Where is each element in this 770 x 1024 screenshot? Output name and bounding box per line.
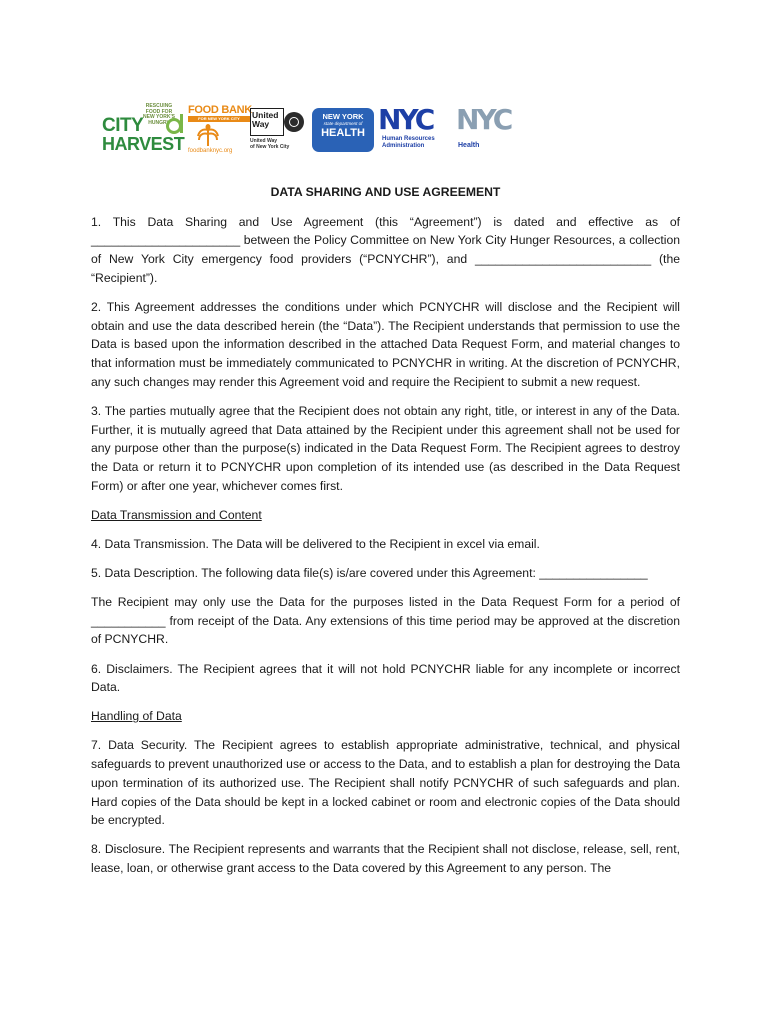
paragraph-8: 8. Disclosure. The Recipient represents and warrants that the Recipient shall not disclose, release, sell, rent, lease, loan, or otherwise grant access to the Data covered by this Agreement to any person. The: [91, 842, 680, 875]
united-way-logo: [250, 108, 306, 156]
city-harvest-logo: [100, 103, 186, 158]
nys-health-logo: [312, 108, 374, 152]
paragraph-7: 7. Data Security. The Recipient agrees to establish appropriate administrative, technical, and physical safeguards to prevent unauthorized use or access to the Data, and to establish a plan for destroying the Data upon termination of its authorized use. The Recipient shall notify PCNYCHR of such safeguards and plan. Hard copies of the Data should be kept in a locked cabinet or room and electronic copies of the Data should be encrypted.: [91, 738, 680, 828]
city-harvest-apple-icon: [166, 118, 182, 134]
food-bank-wheat-icon: [194, 124, 222, 146]
paragraph-3: 3. The parties mutually agree that the Recipient does not obtain any right, title, or interest in any of the Data. Further, it is mutually agreed that Data attained by the Recipient under this agreement shall not be used for any purpose other than the purpose(s) indicated in the Data Request Form. The Recipient agrees to destroy the Data or return it to PCNYCHR upon completion of its intended use (as described in the Data Request Form) or after one year, whichever comes first.: [91, 403, 680, 493]
united-way-footer-line2: of New York City: [250, 144, 290, 150]
nyc-health-logo: [456, 103, 526, 156]
section-heading-handling: Handling of Data: [91, 709, 182, 724]
food-bank-url: foodbanknyc.org: [188, 148, 233, 154]
food-bank-title: FOOD BANK: [188, 104, 252, 116]
nyc-hra-line2: Administration: [382, 142, 425, 149]
united-way-line1: United: [252, 110, 279, 120]
section-heading-transmission: Data Transmission and Content: [91, 507, 262, 522]
nyc-health-label: Health: [458, 142, 480, 149]
paragraph-6: 6. Disclaimers. The Recipient agrees that it will not hold PCNYCHR liable for any incomplete or incorrect Data.: [91, 661, 680, 695]
united-way-wordmark: [250, 108, 284, 136]
food-bank-subtitle: FOR NEW YORK CITY: [188, 116, 250, 122]
nys-health-top: NEW YORK: [322, 112, 364, 121]
food-bank-logo: [186, 104, 252, 158]
nyc-hra-text: [382, 136, 435, 149]
agreement-body: [91, 183, 680, 888]
paragraph-4: 4. Data Transmission. The Data will be delivered to the Recipient in excel via email.: [91, 536, 540, 551]
nys-health-bottom: HEALTH: [321, 127, 365, 139]
document-title: DATA SHARING AND USE AGREEMENT: [270, 185, 501, 199]
nyc-hra-mark: NYC: [378, 103, 433, 136]
united-way-footer-line1: United Way: [250, 138, 278, 144]
city-harvest-line1: CITY: [102, 115, 144, 136]
united-way-hand-icon: [284, 112, 304, 132]
nyc-health-mark: NYC: [456, 103, 511, 136]
city-harvest-line2: HARVEST: [102, 134, 185, 154]
paragraph-5b: The Recipient may only use the Data for the purposes listed in the Data Request Form for a period of ___________ from receipt of the Data. Any extensions of this time period may be approved at the discretion of PCNYCHR.: [91, 595, 680, 647]
nyc-hra-logo: [378, 103, 452, 156]
nys-health-middle: state department of: [323, 121, 363, 126]
paragraph-1: 1. This Data Sharing and Use Agreement (this “Agreement”) is dated and effective as of ______________________ between the Policy Committee on New York City Hunger Resources, a collection of New York City emergency food providers (“PCNYCHR”), and __________________________ (the “Recipient”).: [91, 214, 680, 285]
nyc-hra-line1: Human Resources: [382, 136, 435, 142]
city-harvest-tagline: RESCUING FOOD FOR NEW YORK'S HUNGRY: [143, 103, 175, 126]
paragraph-5: 5. Data Description. The following data file(s) is/are covered under this Agreement: ________________: [91, 565, 648, 580]
united-way-footer: [250, 138, 289, 150]
paragraph-2: 2. This Agreement addresses the conditions under which PCNYCHR will disclose and the Recipient will obtain and use the data described herein (the “Data”). The Recipient understands that permission to use the Data is based upon the information described in the attached Data Request Form, and material changes to that information must be immediately communicated to PCNYCHR in writing. At the discretion of PCNYCHR, any such changes may render this Agreement void and require the Recipient to submit a new request.: [91, 299, 680, 389]
united-way-line2: Way: [252, 119, 270, 129]
